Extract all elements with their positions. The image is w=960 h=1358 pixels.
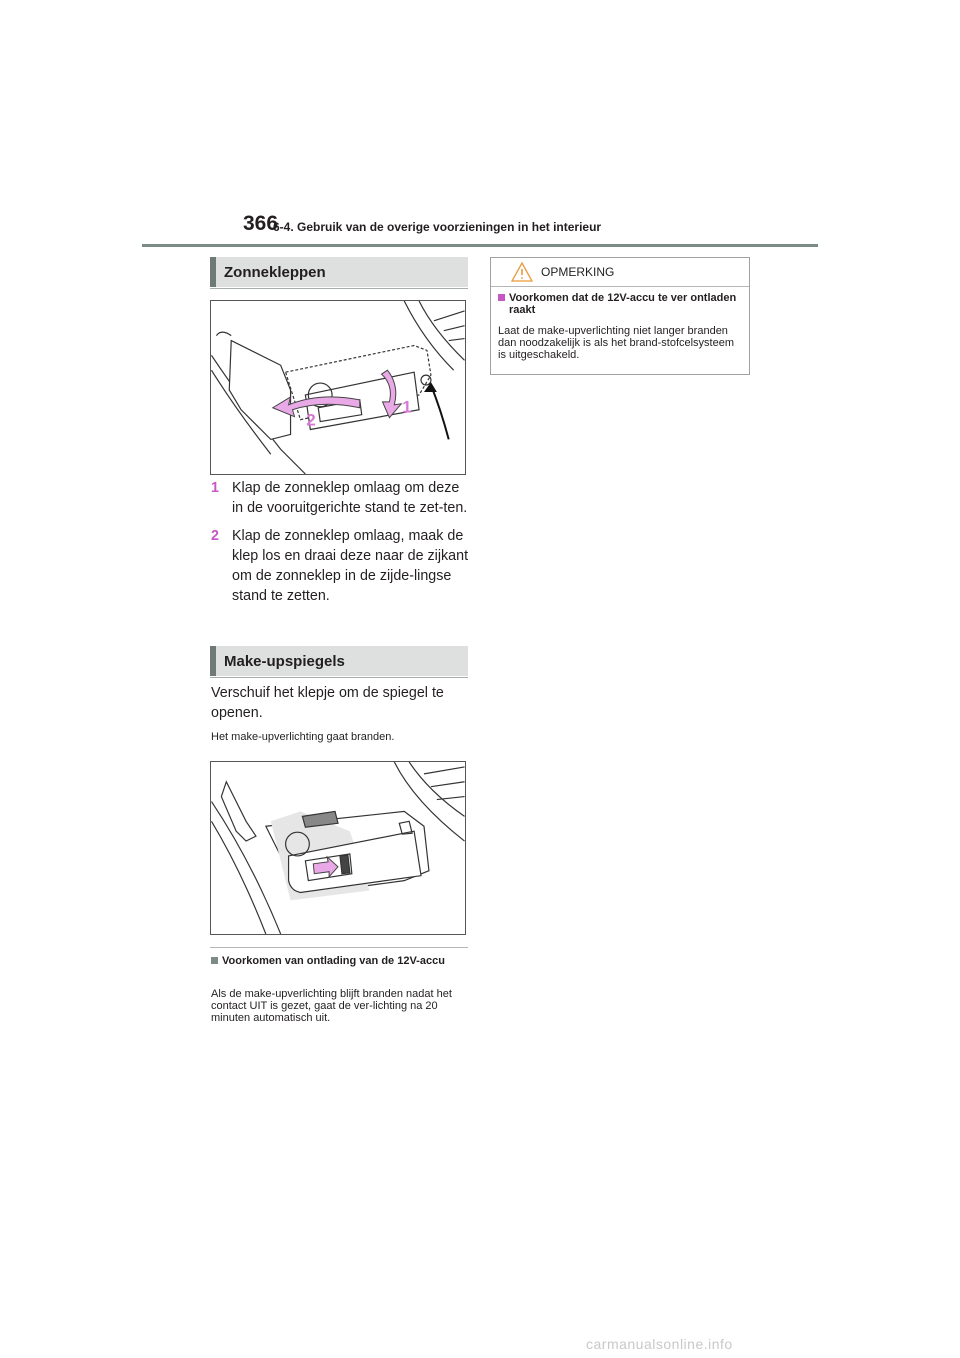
section-rule (210, 288, 468, 289)
vanity-mirrors-note: Het make-upverlichting gaat branden. (211, 731, 395, 743)
warning-triangle-icon (511, 262, 533, 282)
figure-label-2: 2 (306, 410, 316, 430)
vanity-mirror-figure (210, 761, 466, 935)
notice-heading-text: Voorkomen dat de 12V-accu te ver ontladen raakt (509, 292, 737, 316)
sun-visor-illustration (211, 301, 465, 474)
footer-watermark[interactable]: carmanualsonline.info (586, 1336, 733, 1352)
discharge-heading (211, 955, 469, 967)
discharge-heading-text: Voorkomen van ontlading van de 12V-accu (222, 955, 445, 967)
step-text: Klap de zonneklep omlaag om deze in de vooruitgerichte stand te zet-ten. (232, 480, 468, 517)
notice-body: Laat de make-upverlichting niet langer branden dan noodzakelijk is als het brand-stofcelsysteem is uitgeschakeld. (498, 325, 735, 361)
vanity-mirror-illustration (211, 762, 465, 934)
notice-heading (498, 292, 743, 316)
notice-title: OPMERKING (541, 265, 615, 279)
step-item (211, 526, 471, 607)
step-item (211, 478, 471, 519)
notice-box (490, 257, 750, 375)
notice-divider (491, 286, 749, 287)
subsection-rule (210, 947, 468, 948)
discharge-body: Als de make-upverlichting blijft branden nadat het contact UIT is gezet, gaat de ver-lichting na 20 minuten automatisch uit. (211, 988, 452, 1024)
step-number: 2 (211, 527, 219, 544)
sun-visors-heading-text: Zonnekleppen (224, 263, 326, 281)
header-rule (142, 244, 818, 247)
vanity-mirrors-heading (210, 646, 468, 676)
page-number: 366 (243, 212, 279, 235)
square-bullet-icon (211, 957, 218, 964)
section-title: 6-4. Gebruik van de overige voorzieningen in het interieur (273, 220, 602, 234)
sun-visors-heading (210, 257, 468, 287)
vanity-mirrors-body: Verschuif het klepje om de spiegel te openen. (211, 685, 444, 721)
section-rule (210, 677, 468, 678)
vanity-mirrors-heading-text: Make-upspiegels (224, 652, 345, 670)
step-text: Klap de zonneklep omlaag, maak de klep los en draai deze naar de zijkant om de zonneklep in de zijde-lingse stand te zetten. (232, 527, 469, 605)
sun-visor-steps (211, 478, 471, 614)
sun-visor-figure (210, 300, 466, 475)
notice-title-row (491, 258, 749, 286)
step-number: 1 (211, 480, 219, 496)
square-bullet-icon (498, 294, 505, 301)
figure-label-1: 1 (402, 397, 412, 417)
